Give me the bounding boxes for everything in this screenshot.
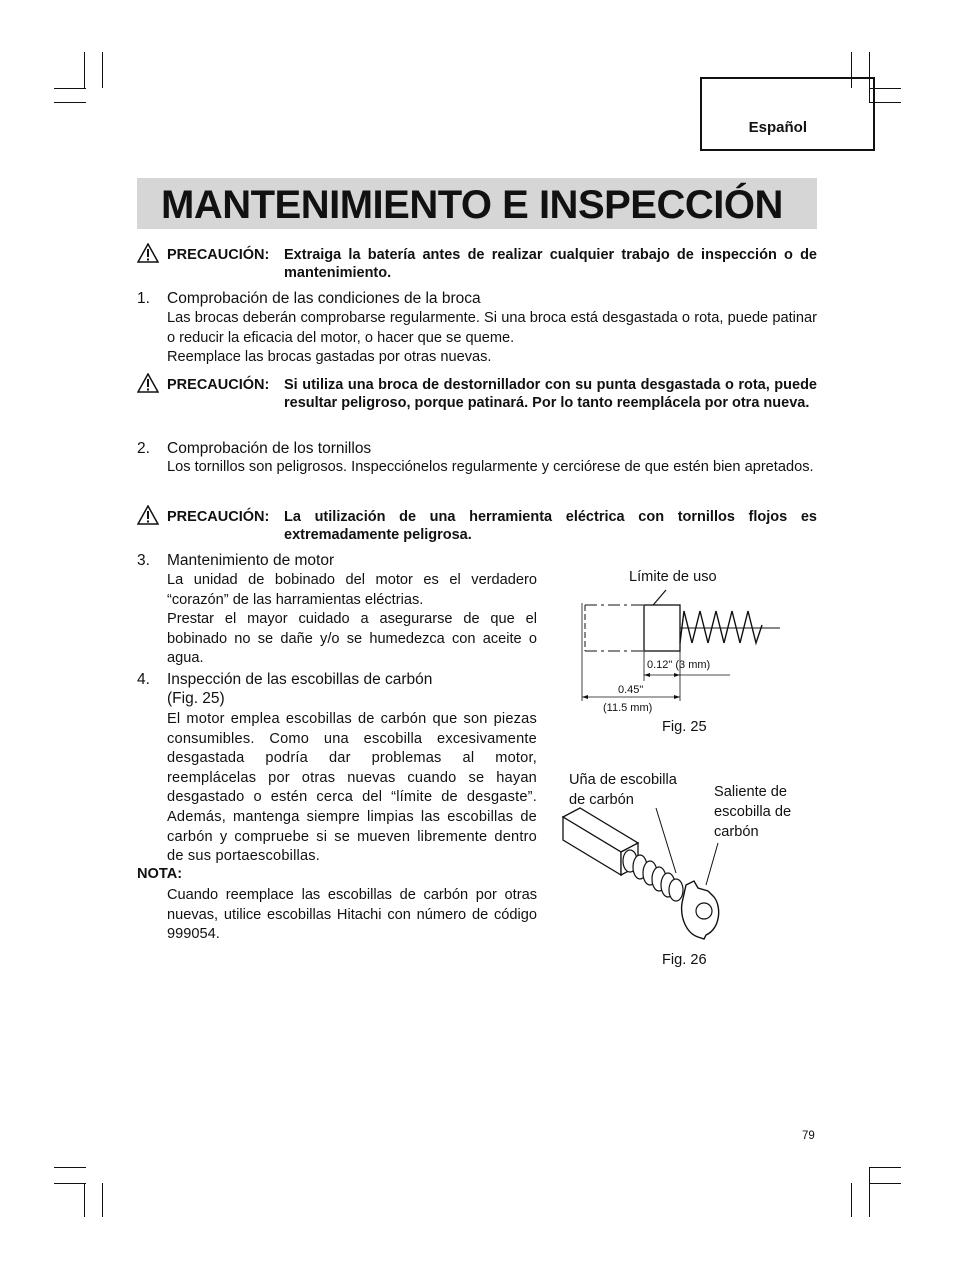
caution-text: Si utiliza una broca de destornillador con su punta desgastada o rota, puede resultar peligroso, porque patinará. Por lo tanto reemplácela por otra nueva. bbox=[284, 377, 817, 411]
dim-large-mm: (11.5 mm) bbox=[603, 702, 653, 714]
caution-3 bbox=[137, 508, 817, 544]
section-2-heading: 2. Comprobación de los tornillos bbox=[137, 440, 372, 457]
caution-label: PRECAUCIÓN: bbox=[167, 377, 270, 393]
dim-small: 0.12" (3 mm) bbox=[647, 659, 711, 671]
dim-large-in: 0.45" bbox=[618, 684, 644, 696]
section-4-heading: 4. Inspección de las escobillas de carbón bbox=[137, 671, 433, 688]
section-3-heading: 3. Mantenimiento de motor bbox=[137, 552, 335, 569]
section-3-body: La unidad de bobinado del motor es el verdadero “corazón” de las harramientas eléctrias. Prestar el mayor cuidado a asegurarse de que el bobinado no se dañe y/o se humedezca con aceite o agua. bbox=[167, 572, 537, 667]
fig25-caption: Fig. 25 bbox=[662, 719, 707, 735]
caution-2 bbox=[137, 376, 817, 412]
carbon-brush-diagram bbox=[570, 585, 790, 720]
claw-label: Uña de escobilla de carbón bbox=[569, 772, 677, 808]
note-text: Cuando reemplace las escobillas de carbón por otras nuevas, utilice escobillas Hitachi con número de código 999054. bbox=[167, 887, 537, 943]
warning-icon bbox=[137, 373, 159, 393]
caution-text: Extraiga la batería antes de realizar cualquier trabajo de inspección o de mantenimiento. bbox=[284, 247, 817, 281]
caution-1 bbox=[137, 246, 817, 282]
section-1-body: Las brocas deberán comprobarse regularmente. Si una broca está desgastada o rota, puede patinar o reducir la eficacia del motor, o hacer que se queme. Reemplace las brocas gastadas por otras nuevas. bbox=[167, 310, 817, 366]
language-box bbox=[700, 77, 875, 151]
protrusion-label: Saliente de escobilla de carbón bbox=[714, 784, 792, 840]
section-4-body: El motor emplea escobillas de carbón que son piezas consumibles. Como una escobilla excesivamente desgastada podría dar problemas al motor, reemplácelas por otras nuevas cuando se hayan desgastado o estén cerca del “límite de desgaste”. Además, mantenga siempre limpias las escobillas de carbón y compruebe si se mueven libremente dentro de sus portaescobillas. bbox=[167, 711, 537, 865]
language-label: Español bbox=[748, 119, 807, 136]
warning-icon bbox=[137, 505, 159, 525]
note-label: NOTA: bbox=[137, 866, 183, 882]
fig26-caption: Fig. 26 bbox=[662, 952, 707, 968]
caution-label: PRECAUCIÓN: bbox=[167, 509, 270, 525]
caution-label: PRECAUCIÓN: bbox=[167, 247, 270, 263]
title-band bbox=[137, 178, 817, 229]
caution-text: La utilización de una herramienta eléctrica con tornillos flojos es extremadamente peligrosa. bbox=[284, 509, 817, 543]
section-1-heading: 1. Comprobación de las condiciones de la broca bbox=[137, 290, 481, 307]
section-4-heading-ref: (Fig. 25) bbox=[167, 690, 225, 707]
page-number: 79 bbox=[802, 1130, 815, 1142]
page-title: MANTENIMIENTO E INSPECCIÓN bbox=[161, 183, 783, 227]
section-2-body: Los tornillos son peligrosos. Inspecciónelos regularmente y cerciórese de que estén bien apretados. bbox=[167, 459, 814, 475]
warning-icon bbox=[137, 243, 159, 263]
carbon-brush-drawing bbox=[558, 805, 733, 945]
wear-limit-label: Límite de uso bbox=[629, 569, 717, 585]
